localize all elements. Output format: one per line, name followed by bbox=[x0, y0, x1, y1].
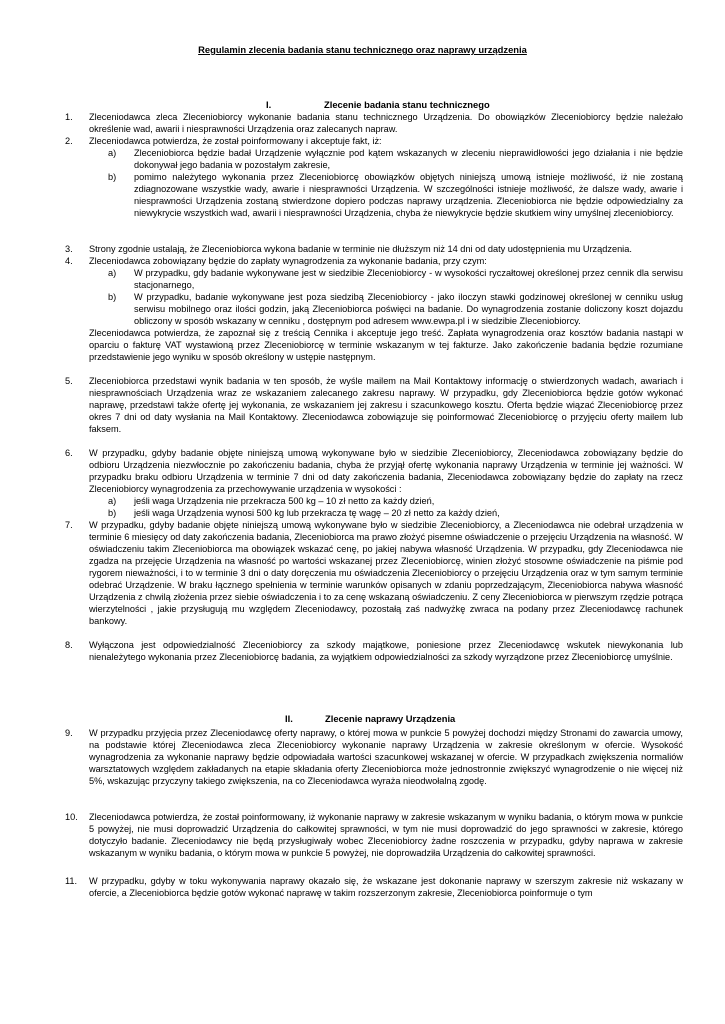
list-item bbox=[65, 639, 683, 663]
list-item bbox=[65, 875, 683, 899]
sub-item bbox=[108, 495, 683, 507]
item-text: Zleceniodawca zleca Zleceniobiorcy wykonanie badania stanu technicznego Urządzenia. Do obowiązków Zleceniobiorcy będzie należało określenie wad, awarii i niesprawności Urządzenia oraz zalecanych napraw. bbox=[89, 112, 683, 134]
item-text: W przypadku, gdyby w toku wykonywania naprawy okazało się, że wskazane jest dokonanie naprawy w szerszym zakresie niż wskazany w ofercie, a Zleceniobiorca będzie gotów wykonać naprawę w takim rozszerzonym zakresie, Zleceniobiorca poinformuje o tym bbox=[89, 876, 683, 898]
sub-item bbox=[108, 291, 683, 327]
item-number: 3. bbox=[65, 244, 73, 254]
list-item bbox=[65, 375, 683, 435]
item-number: 10. bbox=[65, 812, 78, 822]
list-item bbox=[65, 135, 683, 147]
section-number: II. bbox=[285, 713, 293, 724]
sub-item-text: W przypadku, badanie wykonywane jest poza siedzibą Zleceniobiorcy - jako iloczyn stawki godzinowej określonej w cenniku usług serwisu mobilnego oraz ilości godzin, jaką Zleceniobiorca poświęci na badanie. Do wynagrodzenia zostanie doliczony koszt dojazdu obliczony w sposób wskazany w cenniku , dostępnym pod adresem www.ewpa.pl i w siedzibie Zleceniobiorcy. bbox=[134, 292, 683, 326]
item-text: W przypadku, gdyby badanie objęte niniejszą umową wykonywane było w siedzibie Zleceniobiorcy, a Zleceniodawca nie odebrał urządzenia w terminie 6 miesięcy od daty zakończenia badania, Zleceniobiorca ma prawo złożyć pisemne oświadczenie o przejęciu Urządzenia na własność. W oświadczeniu takim Zleceniobiorca ma obowiązek wskazać cenę, po jakiej nabywa własność Urządzenia. W przypadku, gdy Zleceniodawca nie zgadza na przejęcie Urządzenia na własność po wartości wskazanej przez Zleceniobiorcę, winien złożyć stosowne oświadczenie na piśmie pod rygorem nieważności, i to w terminie 3 dni o daty doręczenia mu oświadczenia Zleceniobiorcy o przejęciu Urządzenia oraz w tym samym terminie odebrać Urządzenie. W braku łącznego spełnienia w terminie warunków opisanych w zdaniu poprzedzającym, Zleceniobiorca nabywa własność Urządzenia z chwilą złożenia przez siebie oświadczenia i to za cenę wskazaną oświadczeniu. Z ceny Zleceniobiorca w pierwszym rzędzie potrąca wierzytelności , jakie przysługują mu względem Zleceniodawcy, pozostałą zaś nadwyżkę zwraca na podany przez Zleceniodawcę rachunek bankowy. bbox=[89, 520, 683, 626]
item-text: W przypadku, gdyby badanie objęte niniejszą umową wykonywane było w siedzibie Zleceniobiorcy, Zleceniodawca zobowiązany będzie do odbioru Urządzenia niezwłocznie po zakończeniu badania, chyba że przyjął ofertę wykonania naprawy Urządzenia w terminie jej ważności. W przypadku braku odbioru Urządzenia w terminie 7 dni od daty zakończenia badania, Zleceniodawca zobowiązany będzie do zapłaty na rzecz Zleceniobiorcy wynagrodzenia za przechowywanie urządzenia w wysokości : bbox=[89, 448, 683, 494]
item-number: 5. bbox=[65, 376, 73, 386]
section-title: Zlecenie badania stanu technicznego bbox=[324, 99, 490, 110]
item-number: 9. bbox=[65, 728, 73, 738]
section-heading-1 bbox=[266, 99, 566, 111]
list-item bbox=[65, 243, 683, 255]
list-item bbox=[65, 111, 683, 135]
sub-item-text: jeśli waga Urządzenia wynosi 500 kg lub przekracza tę wagę – 20 zł netto za każdy dzień, bbox=[134, 508, 500, 518]
item-number: 2. bbox=[65, 136, 73, 146]
list-item bbox=[65, 811, 683, 859]
sub-item-letter: a) bbox=[108, 496, 117, 506]
item-text: Strony zgodnie ustalają, że Zleceniobiorca wykona badanie w terminie nie dłuższym niż 14 dni od daty udostępnienia mu Urządzenia. bbox=[89, 244, 632, 254]
list-item bbox=[65, 519, 683, 627]
item-text: W przypadku przyjęcia przez Zleceniodawcę oferty naprawy, o której mowa w punkcie 5 powyżej dochodzi między Stronami do zawarcia umowy, na podstawie której Zleceniodawca zleca Zleceniobiorcy wykonanie naprawy Urządzenia w zakresie określonym w ofercie. Wysokość wynagrodzenia za wykonanie naprawy będzie odpowiadała wartości szacunkowej wskazanej w ofercie. W przypadkach zwiększenia normaliów warsztatowych względem zakładanych na etapie składania oferty Zleceniobiorca może jednostronnie zwiększyć wynagrodzenie o nie więcej niż 5%, wskazując przyczyny takiego zwiększenia, na co Zleceniodawca wyraża nieodwołalną zgodę. bbox=[89, 728, 683, 786]
list-item bbox=[65, 447, 683, 495]
item-number: 1. bbox=[65, 112, 73, 122]
sub-item-letter: b) bbox=[108, 508, 117, 518]
item-continuation: Zleceniodawca potwierdza, że zapoznał się z treścią Cennika i akceptuje jego treść. Zapłata wynagrodzenia oraz kosztów badania nastąpi w oparciu o fakturę VAT wystawioną przez Zleceniobiorcę w terminie wskazanym w tej fakturze. Jako zakończenie badania będzie rozumiane przedstawienie jego wyniku w sposób określony w ustępie następnym. bbox=[89, 328, 683, 362]
list-item bbox=[65, 727, 683, 787]
item-text: Zleceniodawca zobowiązany będzie do zapłaty wynagrodzenia za wykonanie badania, przy czym: bbox=[89, 256, 487, 266]
sub-item bbox=[108, 267, 683, 291]
item-text: Zleceniobiorca przedstawi wynik badania w ten sposób, że wyśle mailem na Mail Kontaktowy informację o stwierdzonych wadach, awariach i niesprawnościach Urządzenia wraz ze wskazaniem zalecanego zakresu naprawy. W przypadku, gdy Zleceniobiorca będzie gotów wykonać naprawę, przedstawi także ofertę jej wykonania, ze wskazaniem jej zakresu i szacunkowego kosztu. Oferta będzie wiązać Zleceniobiorcę przez okres 7 dni od daty wysłania na Mail Kontaktowy. Zleceniodawca zobowiązuje się poinformować Zleceniobiorcę o przyjęciu oferty mailem lub faksem. bbox=[89, 376, 683, 434]
sub-item-letter: b) bbox=[108, 172, 117, 182]
sub-item-text: pomimo należytego wykonania przez Zleceniobiorcę obowiązków objętych niniejszą umową istnieje możliwość, iż nie zostaną zdiagnozowane wszystkie wady, awarie i niesprawności Urządzenia. W szczególności istnieje możliwość, że dalsze wady, awarie i niesprawności Urządzenia zostaną stwierdzone dopiero podczas naprawy urządzenia. Zleceniobiorca nie będzie odpowiedzialny za niewykrycie wszystkich wad, awarii i niesprawności Urządzenia, chyba że niewykrycie będzie skutkiem winy umyślnej zleceniobiorcy. bbox=[134, 172, 683, 218]
sub-item-letter: b) bbox=[108, 292, 117, 302]
section-number: I. bbox=[266, 99, 272, 110]
section-heading-2 bbox=[285, 713, 585, 725]
item-number: 11. bbox=[65, 876, 78, 886]
sub-item-letter: a) bbox=[108, 148, 117, 158]
item-text: Zleceniodawca potwierdza, że został poinformowany i akceptuje fakt, iż: bbox=[89, 136, 382, 146]
sub-item bbox=[108, 147, 683, 171]
item-number: 8. bbox=[65, 640, 73, 650]
list-item bbox=[65, 255, 683, 267]
document-title: Regulamin zlecenia badania stanu technicznego oraz naprawy urządzenia bbox=[198, 44, 527, 55]
sub-item-text: jeśli waga Urządzenia nie przekracza 500 kg – 10 zł netto za każdy dzień, bbox=[134, 496, 435, 506]
section-title: Zlecenie naprawy Urządzenia bbox=[325, 713, 456, 724]
item-text: Wyłączona jest odpowiedzialność Zleceniobiorcy za szkody majątkowe, poniesione przez Zleceniodawcę wskutek niewykonania lub nienależytego wykonania przez Zleceniobiorcę badania, za wyjątkiem odpowiedzialności za szkody wyrządzone przez Zleceniobiorcę umyślnie. bbox=[89, 640, 683, 662]
sub-item-letter: a) bbox=[108, 268, 117, 278]
sub-item bbox=[108, 507, 683, 519]
item-number: 6. bbox=[65, 448, 73, 458]
sub-item-text: W przypadku, gdy badanie wykonywane jest w siedzibie Zleceniobiorcy - w wysokości ryczałtowej określonej przez cennik dla serwisu stacjonarnego, bbox=[134, 268, 683, 290]
item-text: Zleceniodawca potwierdza, że został poinformowany, iż wykonanie naprawy w zakresie wskazanym w wyniku badania, o którym mowa w punkcie 5 powyżej, nie musi doprowadzić Urządzenia do całkowitej sprawności, w tym nie musi doprowadzić do jego sprawności w zakresie, którego dotyczyło badanie. Zleceniodawcy nie będą przysługiwały wobec Zleceniobiorcy żadne roszczenia w przypadku, gdyby naprawa w zakresie wskazanym w wyniku badania, o którym mowa w punkcie 5 powyżej, nie doprowadziła Urządzenia do całkowitej sprawności. bbox=[89, 812, 683, 858]
item-number: 4. bbox=[65, 256, 73, 266]
item-number: 7. bbox=[65, 520, 73, 530]
sub-item bbox=[108, 171, 683, 219]
sub-item-text: Zleceniobiorca będzie badał Urządzenie wyłącznie pod kątem wskazanych w zleceniu nieprawidłowości jego działania i nie będzie dokonywał jego badania w pozostałym zakresie, bbox=[134, 148, 683, 170]
